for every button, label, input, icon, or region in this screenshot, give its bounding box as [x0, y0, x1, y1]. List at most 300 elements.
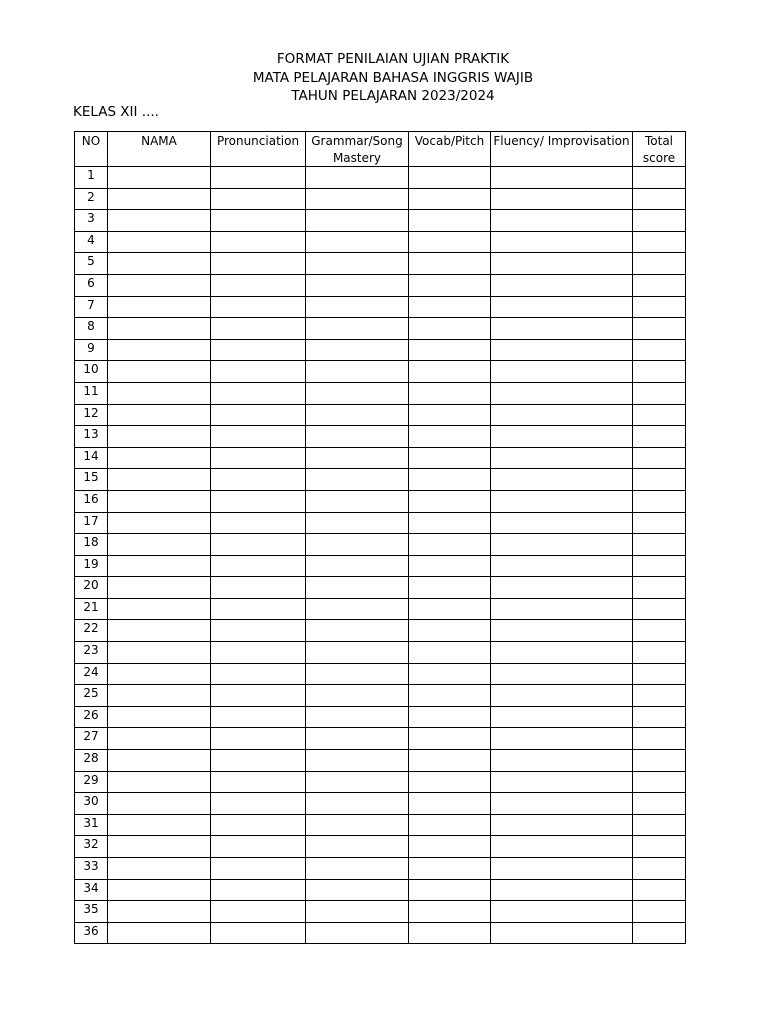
cell-grammar[interactable] — [306, 361, 409, 383]
cell-pronunciation[interactable] — [211, 210, 306, 232]
cell-fluency[interactable] — [491, 469, 633, 491]
cell-fluency[interactable] — [491, 858, 633, 880]
table-row — [75, 814, 686, 836]
cell-fluency[interactable] — [491, 382, 633, 404]
cell-pronunciation[interactable] — [211, 771, 306, 793]
cell-nama[interactable] — [108, 296, 211, 318]
cell-nama[interactable] — [108, 598, 211, 620]
cell-vocab[interactable] — [409, 706, 491, 728]
cell-total[interactable] — [633, 296, 686, 318]
cell-total[interactable] — [633, 598, 686, 620]
cell-vocab[interactable] — [409, 318, 491, 340]
cell-nama[interactable] — [108, 879, 211, 901]
cell-vocab[interactable] — [409, 577, 491, 599]
cell-nama[interactable] — [108, 663, 211, 685]
cell-pronunciation[interactable] — [211, 750, 306, 772]
cell-no: 22 — [75, 620, 108, 642]
table-row — [75, 296, 686, 318]
cell-grammar[interactable] — [306, 598, 409, 620]
cell-fluency[interactable] — [491, 771, 633, 793]
cell-fluency[interactable] — [491, 750, 633, 772]
cell-no: 33 — [75, 858, 108, 880]
cell-grammar[interactable] — [306, 253, 409, 275]
table-row — [75, 188, 686, 210]
cell-nama[interactable] — [108, 901, 211, 923]
cell-total[interactable] — [633, 577, 686, 599]
cell-fluency[interactable] — [491, 167, 633, 189]
cell-pronunciation[interactable] — [211, 426, 306, 448]
cell-vocab[interactable] — [409, 339, 491, 361]
cell-fluency[interactable] — [491, 793, 633, 815]
cell-vocab[interactable] — [409, 598, 491, 620]
cell-pronunciation[interactable] — [211, 598, 306, 620]
cell-vocab[interactable] — [409, 426, 491, 448]
cell-grammar[interactable] — [306, 512, 409, 534]
cell-nama[interactable] — [108, 728, 211, 750]
cell-vocab[interactable] — [409, 642, 491, 664]
cell-total[interactable] — [633, 879, 686, 901]
cell-vocab[interactable] — [409, 793, 491, 815]
cell-nama[interactable] — [108, 858, 211, 880]
cell-grammar[interactable] — [306, 296, 409, 318]
cell-grammar[interactable] — [306, 426, 409, 448]
cell-total[interactable] — [633, 210, 686, 232]
cell-total[interactable] — [633, 620, 686, 642]
cell-vocab[interactable] — [409, 274, 491, 296]
table-row — [75, 879, 686, 901]
cell-vocab[interactable] — [409, 404, 491, 426]
cell-fluency[interactable] — [491, 534, 633, 556]
cell-no: 18 — [75, 534, 108, 556]
cell-total[interactable] — [633, 922, 686, 944]
header-grammar-song-mastery: Grammar/Song Mastery — [306, 132, 409, 167]
cell-no: 32 — [75, 836, 108, 858]
cell-pronunciation[interactable] — [211, 922, 306, 944]
cell-grammar[interactable] — [306, 858, 409, 880]
table-row — [75, 598, 686, 620]
cell-fluency[interactable] — [491, 706, 633, 728]
cell-no: 14 — [75, 447, 108, 469]
cell-no: 13 — [75, 426, 108, 448]
cell-total[interactable] — [633, 858, 686, 880]
table-row — [75, 706, 686, 728]
cell-no: 5 — [75, 253, 108, 275]
cell-no: 23 — [75, 642, 108, 664]
cell-vocab[interactable] — [409, 901, 491, 923]
header-total-score: Total score — [633, 132, 686, 167]
header-no: NO — [75, 132, 108, 167]
table-row — [75, 620, 686, 642]
cell-total[interactable] — [633, 512, 686, 534]
cell-fluency[interactable] — [491, 879, 633, 901]
table-row — [75, 793, 686, 815]
cell-no: 15 — [75, 469, 108, 491]
cell-nama[interactable] — [108, 750, 211, 772]
cell-total[interactable] — [633, 793, 686, 815]
cell-no: 36 — [75, 922, 108, 944]
table-row — [75, 447, 686, 469]
table-row — [75, 534, 686, 556]
cell-fluency[interactable] — [491, 274, 633, 296]
cell-fluency[interactable] — [491, 901, 633, 923]
cell-nama[interactable] — [108, 577, 211, 599]
cell-total[interactable] — [633, 404, 686, 426]
cell-vocab[interactable] — [409, 447, 491, 469]
cell-pronunciation[interactable] — [211, 382, 306, 404]
cell-no: 12 — [75, 404, 108, 426]
table-row — [75, 685, 686, 707]
cell-pronunciation[interactable] — [211, 274, 306, 296]
table-row — [75, 339, 686, 361]
cell-pronunciation[interactable] — [211, 253, 306, 275]
document-title — [0, 50, 768, 106]
cell-pronunciation[interactable] — [211, 793, 306, 815]
cell-fluency[interactable] — [491, 814, 633, 836]
cell-grammar[interactable] — [306, 663, 409, 685]
cell-pronunciation[interactable] — [211, 555, 306, 577]
cell-nama[interactable] — [108, 167, 211, 189]
cell-vocab[interactable] — [409, 922, 491, 944]
cell-nama[interactable] — [108, 814, 211, 836]
assessment-table — [74, 131, 686, 944]
cell-grammar[interactable] — [306, 318, 409, 340]
cell-pronunciation[interactable] — [211, 231, 306, 253]
cell-fluency[interactable] — [491, 728, 633, 750]
cell-pronunciation[interactable] — [211, 490, 306, 512]
cell-nama[interactable] — [108, 231, 211, 253]
cell-no: 27 — [75, 728, 108, 750]
cell-no: 6 — [75, 274, 108, 296]
table-row — [75, 361, 686, 383]
table-row — [75, 490, 686, 512]
cell-grammar[interactable] — [306, 231, 409, 253]
cell-nama[interactable] — [108, 339, 211, 361]
cell-no: 7 — [75, 296, 108, 318]
cell-grammar[interactable] — [306, 879, 409, 901]
table-row — [75, 663, 686, 685]
cell-fluency[interactable] — [491, 642, 633, 664]
cell-vocab[interactable] — [409, 663, 491, 685]
cell-total[interactable] — [633, 901, 686, 923]
cell-total[interactable] — [633, 555, 686, 577]
cell-fluency[interactable] — [491, 490, 633, 512]
cell-pronunciation[interactable] — [211, 512, 306, 534]
cell-no: 16 — [75, 490, 108, 512]
cell-pronunciation[interactable] — [211, 858, 306, 880]
table-header-row — [75, 132, 686, 167]
cell-vocab[interactable] — [409, 361, 491, 383]
cell-total[interactable] — [633, 728, 686, 750]
cell-fluency[interactable] — [491, 620, 633, 642]
table-row — [75, 274, 686, 296]
cell-grammar[interactable] — [306, 836, 409, 858]
cell-vocab[interactable] — [409, 814, 491, 836]
cell-vocab[interactable] — [409, 210, 491, 232]
cell-total[interactable] — [633, 188, 686, 210]
cell-nama[interactable] — [108, 447, 211, 469]
cell-no: 34 — [75, 879, 108, 901]
cell-grammar[interactable] — [306, 642, 409, 664]
cell-no: 11 — [75, 382, 108, 404]
cell-no: 26 — [75, 706, 108, 728]
cell-no: 8 — [75, 318, 108, 340]
cell-no: 19 — [75, 555, 108, 577]
cell-no: 9 — [75, 339, 108, 361]
cell-fluency[interactable] — [491, 404, 633, 426]
cell-nama[interactable] — [108, 512, 211, 534]
cell-nama[interactable] — [108, 836, 211, 858]
cell-fluency[interactable] — [491, 836, 633, 858]
cell-grammar[interactable] — [306, 339, 409, 361]
cell-fluency[interactable] — [491, 231, 633, 253]
cell-no: 20 — [75, 577, 108, 599]
cell-vocab[interactable] — [409, 188, 491, 210]
table-row — [75, 512, 686, 534]
cell-grammar[interactable] — [306, 490, 409, 512]
cell-vocab[interactable] — [409, 879, 491, 901]
cell-nama[interactable] — [108, 404, 211, 426]
cell-vocab[interactable] — [409, 728, 491, 750]
cell-grammar[interactable] — [306, 534, 409, 556]
cell-grammar[interactable] — [306, 685, 409, 707]
cell-pronunciation[interactable] — [211, 361, 306, 383]
cell-fluency[interactable] — [491, 339, 633, 361]
cell-no: 28 — [75, 750, 108, 772]
cell-vocab[interactable] — [409, 685, 491, 707]
cell-grammar[interactable] — [306, 771, 409, 793]
cell-vocab[interactable] — [409, 534, 491, 556]
cell-vocab[interactable] — [409, 555, 491, 577]
cell-vocab[interactable] — [409, 490, 491, 512]
cell-total[interactable] — [633, 836, 686, 858]
cell-pronunciation[interactable] — [211, 469, 306, 491]
cell-pronunciation[interactable] — [211, 642, 306, 664]
cell-no: 4 — [75, 231, 108, 253]
cell-total[interactable] — [633, 339, 686, 361]
cell-vocab[interactable] — [409, 231, 491, 253]
cell-pronunciation[interactable] — [211, 706, 306, 728]
cell-nama[interactable] — [108, 253, 211, 275]
cell-nama[interactable] — [108, 642, 211, 664]
cell-vocab[interactable] — [409, 382, 491, 404]
table-row — [75, 210, 686, 232]
cell-pronunciation[interactable] — [211, 534, 306, 556]
cell-total[interactable] — [633, 706, 686, 728]
cell-total[interactable] — [633, 426, 686, 448]
cell-fluency[interactable] — [491, 922, 633, 944]
cell-pronunciation[interactable] — [211, 620, 306, 642]
cell-total[interactable] — [633, 663, 686, 685]
cell-grammar[interactable] — [306, 210, 409, 232]
cell-grammar[interactable] — [306, 404, 409, 426]
cell-pronunciation[interactable] — [211, 296, 306, 318]
cell-pronunciation[interactable] — [211, 404, 306, 426]
table-row — [75, 728, 686, 750]
cell-pronunciation[interactable] — [211, 879, 306, 901]
cell-fluency[interactable] — [491, 663, 633, 685]
cell-nama[interactable] — [108, 361, 211, 383]
cell-grammar[interactable] — [306, 901, 409, 923]
cell-vocab[interactable] — [409, 836, 491, 858]
cell-vocab[interactable] — [409, 750, 491, 772]
cell-total[interactable] — [633, 167, 686, 189]
cell-no: 35 — [75, 901, 108, 923]
cell-total[interactable] — [633, 253, 686, 275]
header-vocab-pitch: Vocab/Pitch — [409, 132, 491, 167]
cell-total[interactable] — [633, 382, 686, 404]
table-row — [75, 577, 686, 599]
table-row — [75, 469, 686, 491]
table-body — [75, 167, 686, 944]
cell-grammar[interactable] — [306, 706, 409, 728]
cell-pronunciation[interactable] — [211, 836, 306, 858]
cell-total[interactable] — [633, 814, 686, 836]
cell-vocab[interactable] — [409, 512, 491, 534]
cell-total[interactable] — [633, 750, 686, 772]
table-row — [75, 771, 686, 793]
cell-pronunciation[interactable] — [211, 728, 306, 750]
table-row — [75, 555, 686, 577]
cell-nama[interactable] — [108, 210, 211, 232]
cell-pronunciation[interactable] — [211, 901, 306, 923]
cell-no: 1 — [75, 167, 108, 189]
cell-no: 25 — [75, 685, 108, 707]
cell-no: 2 — [75, 188, 108, 210]
cell-grammar[interactable] — [306, 188, 409, 210]
cell-no: 17 — [75, 512, 108, 534]
cell-fluency[interactable] — [491, 512, 633, 534]
cell-nama[interactable] — [108, 620, 211, 642]
cell-total[interactable] — [633, 685, 686, 707]
cell-nama[interactable] — [108, 318, 211, 340]
cell-total[interactable] — [633, 534, 686, 556]
cell-nama[interactable] — [108, 534, 211, 556]
cell-total[interactable] — [633, 490, 686, 512]
cell-fluency[interactable] — [491, 685, 633, 707]
cell-nama[interactable] — [108, 555, 211, 577]
cell-vocab[interactable] — [409, 620, 491, 642]
cell-pronunciation[interactable] — [211, 685, 306, 707]
cell-no: 31 — [75, 814, 108, 836]
cell-pronunciation[interactable] — [211, 447, 306, 469]
cell-grammar[interactable] — [306, 555, 409, 577]
table-row — [75, 836, 686, 858]
cell-nama[interactable] — [108, 188, 211, 210]
cell-grammar[interactable] — [306, 167, 409, 189]
table-row — [75, 253, 686, 275]
cell-vocab[interactable] — [409, 253, 491, 275]
cell-nama[interactable] — [108, 685, 211, 707]
cell-grammar[interactable] — [306, 793, 409, 815]
cell-grammar[interactable] — [306, 577, 409, 599]
cell-fluency[interactable] — [491, 210, 633, 232]
cell-nama[interactable] — [108, 469, 211, 491]
cell-grammar[interactable] — [306, 469, 409, 491]
cell-nama[interactable] — [108, 771, 211, 793]
cell-grammar[interactable] — [306, 620, 409, 642]
cell-total[interactable] — [633, 361, 686, 383]
cell-no: 10 — [75, 361, 108, 383]
cell-fluency[interactable] — [491, 577, 633, 599]
cell-vocab[interactable] — [409, 858, 491, 880]
table-row — [75, 404, 686, 426]
cell-grammar[interactable] — [306, 922, 409, 944]
cell-total[interactable] — [633, 318, 686, 340]
cell-no: 24 — [75, 663, 108, 685]
cell-fluency[interactable] — [491, 598, 633, 620]
cell-pronunciation[interactable] — [211, 814, 306, 836]
cell-vocab[interactable] — [409, 296, 491, 318]
class-label: KELAS XII .... — [73, 104, 159, 120]
cell-total[interactable] — [633, 771, 686, 793]
cell-total[interactable] — [633, 447, 686, 469]
cell-pronunciation[interactable] — [211, 318, 306, 340]
cell-nama[interactable] — [108, 922, 211, 944]
cell-vocab[interactable] — [409, 771, 491, 793]
header-fluency-improvisation: Fluency/ Improvisation — [491, 132, 633, 167]
cell-fluency[interactable] — [491, 296, 633, 318]
header-pronunciation: Pronunciation — [211, 132, 306, 167]
cell-total[interactable] — [633, 274, 686, 296]
cell-pronunciation[interactable] — [211, 188, 306, 210]
title-line-2: MATA PELAJARAN BAHASA INGGRIS WAJIB — [252, 69, 534, 86]
cell-grammar[interactable] — [306, 447, 409, 469]
table-row — [75, 858, 686, 880]
cell-pronunciation[interactable] — [211, 663, 306, 685]
cell-vocab[interactable] — [409, 469, 491, 491]
cell-nama[interactable] — [108, 706, 211, 728]
table-row — [75, 426, 686, 448]
cell-grammar[interactable] — [306, 274, 409, 296]
cell-fluency[interactable] — [491, 253, 633, 275]
cell-nama[interactable] — [108, 382, 211, 404]
cell-grammar[interactable] — [306, 382, 409, 404]
cell-nama[interactable] — [108, 490, 211, 512]
title-line-3: TAHUN PELAJARAN 2023/2024 — [291, 88, 495, 104]
table-row — [75, 231, 686, 253]
cell-nama[interactable] — [108, 426, 211, 448]
cell-nama[interactable] — [108, 793, 211, 815]
cell-fluency[interactable] — [491, 318, 633, 340]
cell-fluency[interactable] — [491, 188, 633, 210]
cell-vocab[interactable] — [409, 167, 491, 189]
table-row — [75, 750, 686, 772]
cell-grammar[interactable] — [306, 814, 409, 836]
cell-grammar[interactable] — [306, 750, 409, 772]
cell-total[interactable] — [633, 469, 686, 491]
cell-pronunciation[interactable] — [211, 339, 306, 361]
cell-fluency[interactable] — [491, 361, 633, 383]
table-row — [75, 318, 686, 340]
table-row — [75, 167, 686, 189]
cell-no: 29 — [75, 771, 108, 793]
cell-pronunciation[interactable] — [211, 577, 306, 599]
cell-nama[interactable] — [108, 274, 211, 296]
cell-fluency[interactable] — [491, 555, 633, 577]
cell-total[interactable] — [633, 642, 686, 664]
cell-grammar[interactable] — [306, 728, 409, 750]
header-nama: NAMA — [108, 132, 211, 167]
cell-fluency[interactable] — [491, 447, 633, 469]
table-row — [75, 642, 686, 664]
table-row — [75, 901, 686, 923]
title-line-1: FORMAT PENILAIAN UJIAN PRAKTIK — [276, 51, 510, 67]
cell-fluency[interactable] — [491, 426, 633, 448]
table-row — [75, 382, 686, 404]
table-row — [75, 922, 686, 944]
cell-pronunciation[interactable] — [211, 167, 306, 189]
cell-total[interactable] — [633, 231, 686, 253]
